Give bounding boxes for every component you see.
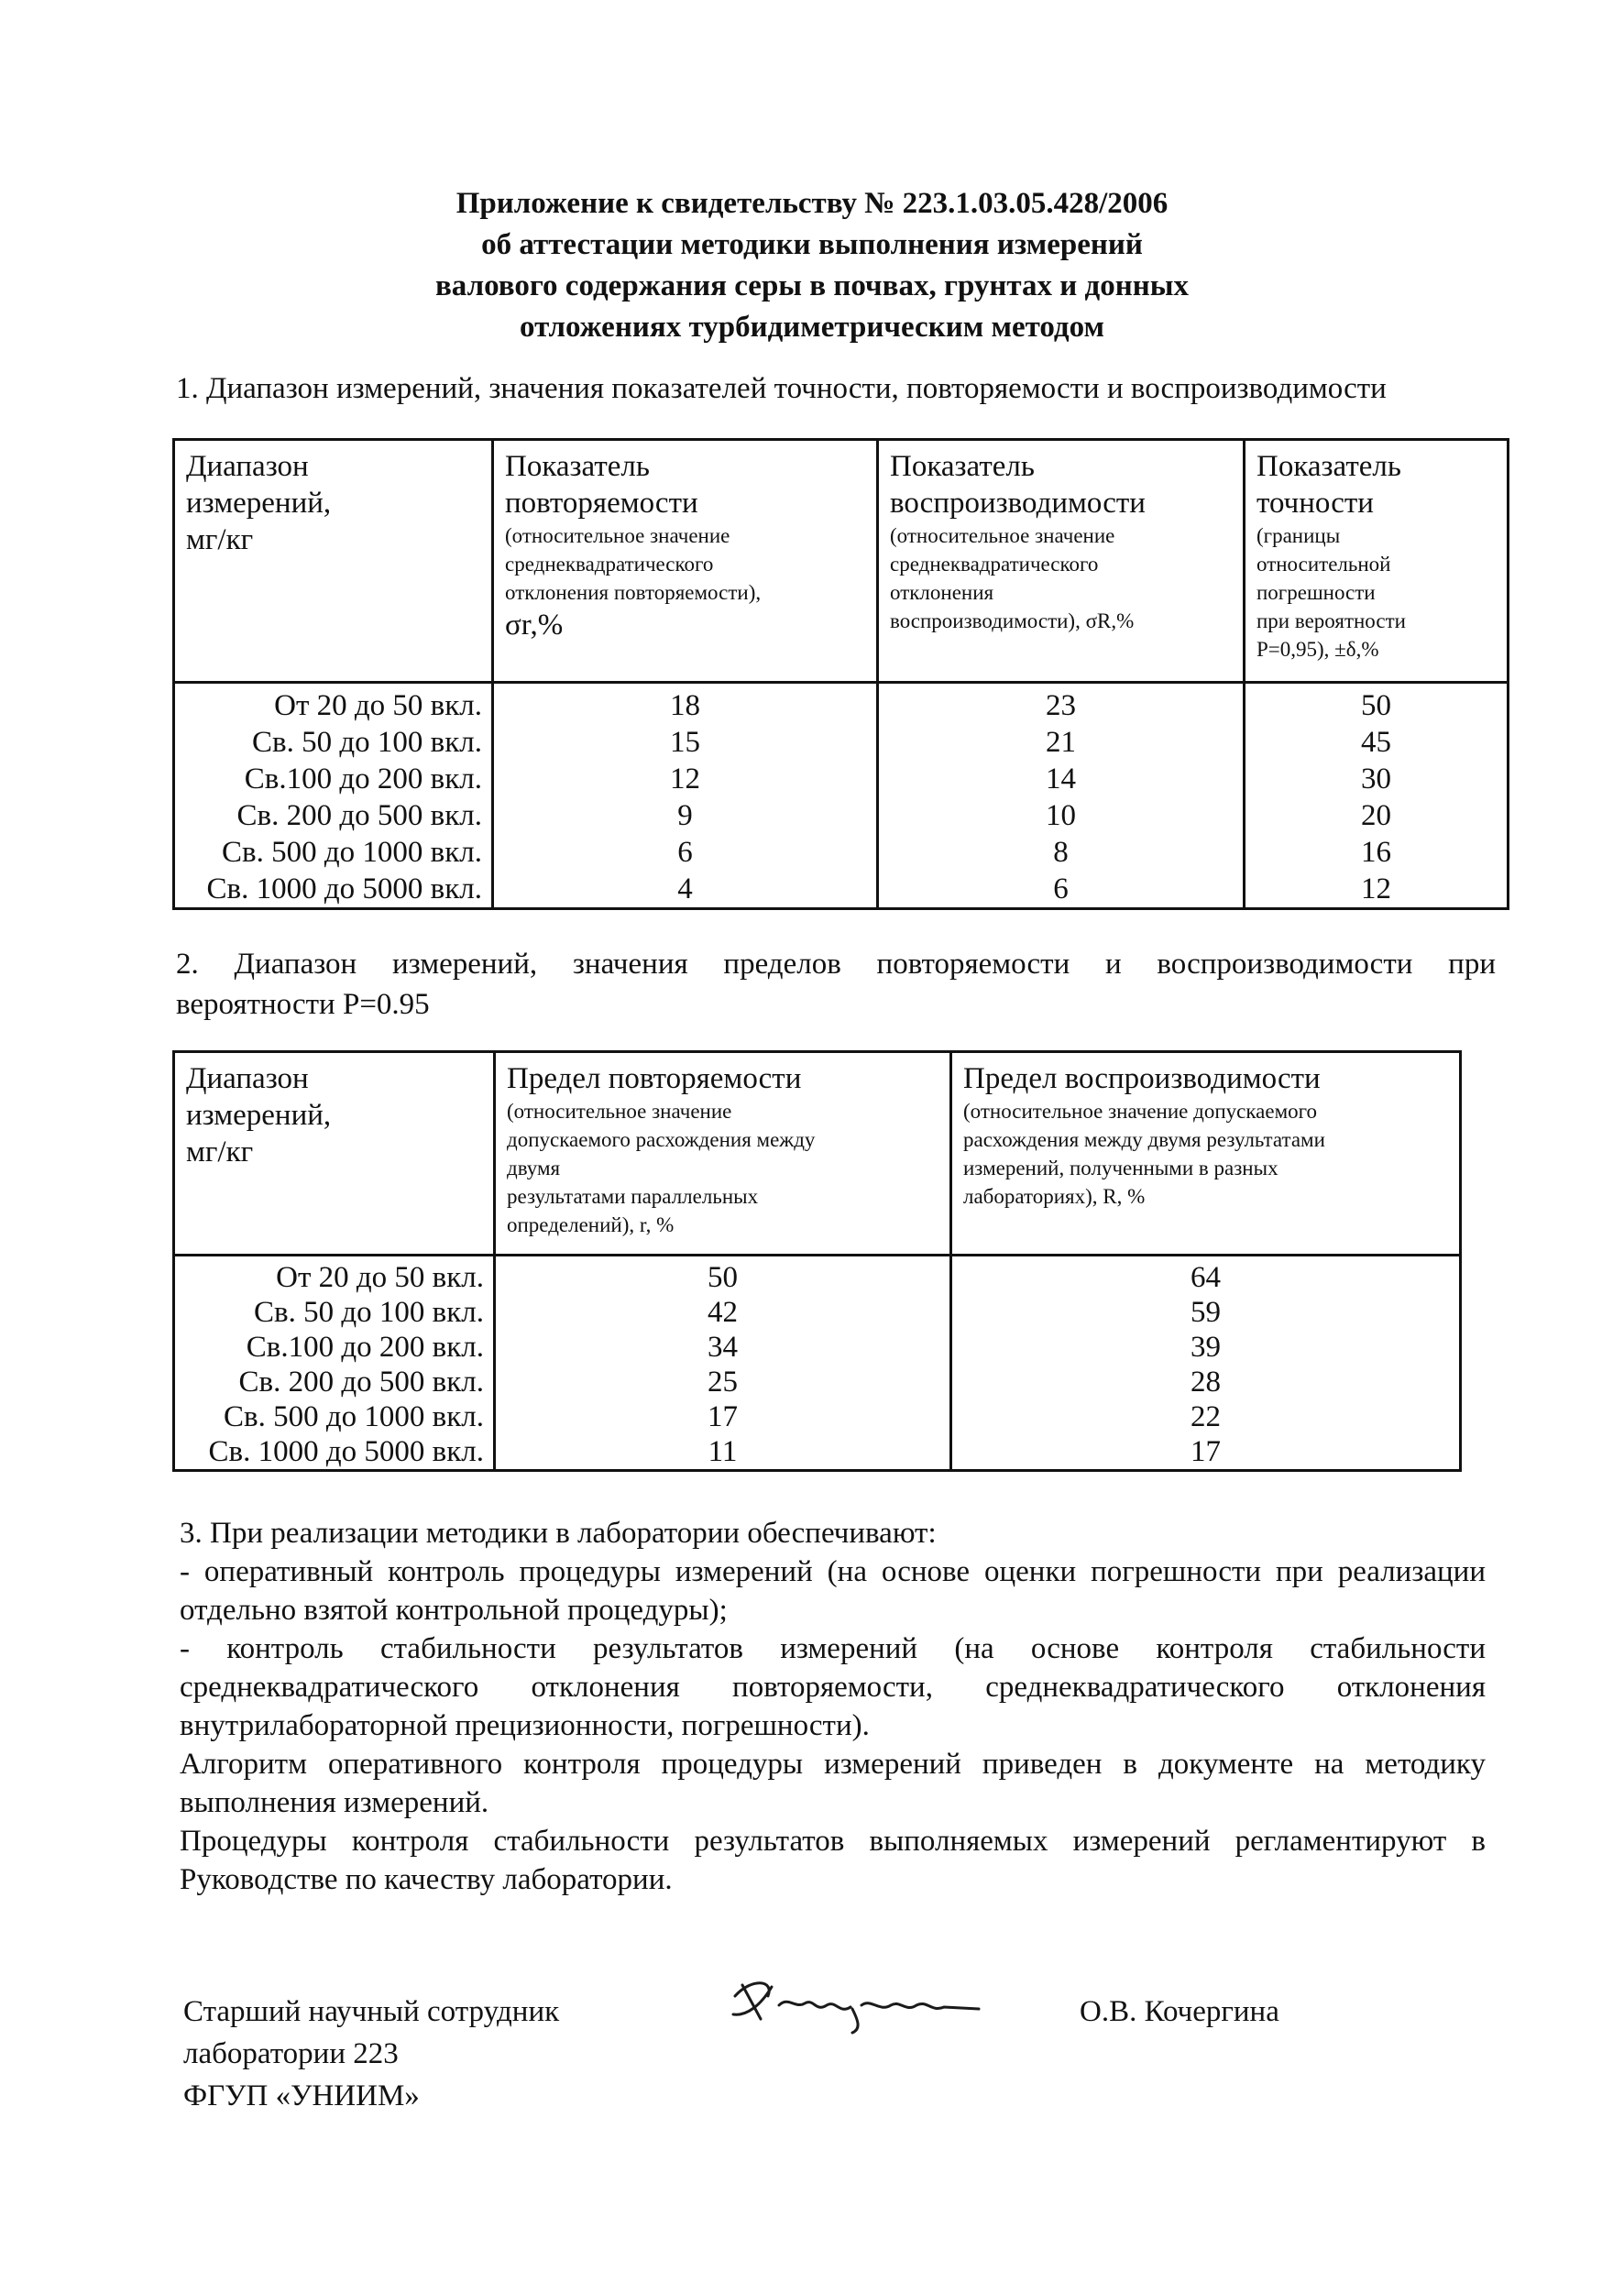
header-subtext: погрешности xyxy=(1256,581,1376,604)
range-cell: От 20 до 50 вкл. xyxy=(276,1261,484,1294)
header-subtext: (относительное значение xyxy=(505,524,730,547)
section3-paragraph: - оперативный контроль процедуры измерений (на основе оценки погрешности при реализации отдельно взятой контрольной процедуры); xyxy=(180,1555,1486,1627)
header-text: Предел повторяемости xyxy=(507,1062,802,1095)
section2-title-line: 2. Диапазон измерений, значения пределов повторяемости и воспроизводимости при xyxy=(176,948,1496,981)
header-subtext: допускаемого расхождения между xyxy=(507,1128,816,1151)
value-cell: 34 xyxy=(708,1331,738,1364)
header-subtext: лабораториях), R, % xyxy=(963,1185,1146,1208)
signatory-position xyxy=(183,1991,559,2117)
header-subtext: воспроизводимости), σR,% xyxy=(890,609,1135,632)
header-text: мг/кг xyxy=(186,523,254,556)
position-line: лаборатории 223 xyxy=(183,2037,399,2070)
header-text: измерений, xyxy=(186,1099,332,1132)
value-cell: 4 xyxy=(677,872,693,905)
value-cell: 25 xyxy=(708,1366,738,1399)
range-cell: Св. 500 до 1000 вкл. xyxy=(222,836,482,869)
value-cell: 42 xyxy=(708,1296,738,1329)
header-text: воспроизводимости xyxy=(890,487,1146,520)
header-subtext: расхождения между двумя результатами xyxy=(963,1128,1325,1151)
range-column xyxy=(174,1256,495,1471)
value-cell: 10 xyxy=(1046,799,1076,832)
precision-indicators-table xyxy=(172,438,1509,910)
reproducibility-limit-column xyxy=(951,1256,1461,1471)
signatory-name: О.В. Кочергина xyxy=(1080,1995,1279,2028)
reproducibility-column xyxy=(878,683,1245,909)
range-cell: От 20 до 50 вкл. xyxy=(274,689,482,722)
header-text: мг/кг xyxy=(186,1136,254,1168)
document-header xyxy=(275,183,1349,348)
value-cell: 12 xyxy=(670,762,700,795)
value-cell: 22 xyxy=(1191,1400,1221,1433)
range-cell: Св. 50 до 100 вкл. xyxy=(254,1296,484,1329)
table-body-row xyxy=(174,1256,1461,1471)
header-subtext: P=0,95), ±δ,% xyxy=(1256,638,1379,661)
header-subtext: (границы xyxy=(1256,524,1341,547)
value-cell: 50 xyxy=(708,1261,738,1294)
header-line: отложениях турбидиметрическим методом xyxy=(520,311,1104,344)
value-cell: 28 xyxy=(1191,1366,1221,1399)
header-line: Приложение к свидетельству № 223.1.03.05.428/2006 xyxy=(455,187,1169,220)
section1-title: 1. Диапазон измерений, значения показателей точности, повторяемости и воспроизводимости xyxy=(176,372,1387,405)
limits-table xyxy=(172,1050,1462,1472)
header-text: Предел воспроизводимости xyxy=(963,1062,1321,1095)
range-cell: Св.100 до 200 вкл. xyxy=(244,762,482,795)
section3-paragraph: 3. При реализации методики в лаборатории обеспечивают: xyxy=(180,1517,937,1550)
header-subtext: (относительное значение xyxy=(507,1100,732,1123)
section2-title-line: вероятности P=0.95 xyxy=(176,988,430,1021)
header-symbol: σr,% xyxy=(505,609,564,642)
header-text: Показатель xyxy=(890,450,1035,483)
section3-body xyxy=(180,1514,1486,1899)
value-cell: 11 xyxy=(708,1435,738,1468)
header-subtext: при вероятности xyxy=(1256,609,1406,632)
header-subtext: отклонения повторяемости), xyxy=(505,581,762,604)
value-cell: 45 xyxy=(1361,726,1391,759)
header-cell-reproducibility-limit xyxy=(951,1052,1461,1256)
value-cell: 9 xyxy=(677,799,693,832)
value-cell: 64 xyxy=(1191,1261,1221,1294)
range-cell: Св.100 до 200 вкл. xyxy=(246,1331,484,1364)
section2-title xyxy=(176,944,1496,1025)
value-cell: 8 xyxy=(1053,836,1069,869)
value-cell: 20 xyxy=(1361,799,1391,832)
repeatability-limit-column xyxy=(495,1256,951,1471)
value-cell: 12 xyxy=(1361,872,1391,905)
value-cell: 18 xyxy=(670,689,700,722)
range-column xyxy=(174,683,493,909)
header-subtext: двумя xyxy=(507,1157,561,1179)
header-cell-range xyxy=(174,1052,495,1256)
header-subtext: (относительное значение допускаемого xyxy=(963,1100,1317,1123)
header-subtext: (относительное значение xyxy=(890,524,1115,547)
header-subtext: относительной xyxy=(1256,553,1391,576)
value-cell: 6 xyxy=(677,836,693,869)
value-cell: 59 xyxy=(1191,1296,1221,1329)
section3-paragraph: - контроль стабильности результатов измерений (на основе контроля стабильности среднеквадратического отклонения повторяемости, среднеквадратического отклонения внутрилабораторной прецизионности, погрешности). xyxy=(180,1632,1486,1742)
header-line: валового содержания серы в почвах, грунтах и донных xyxy=(434,269,1190,302)
header-text: измерений, xyxy=(186,487,332,520)
table-body-row xyxy=(174,683,1509,909)
table-header-row xyxy=(174,1052,1461,1256)
handwritten-signature xyxy=(724,1969,990,2042)
position-line: ФГУП «УНИИМ» xyxy=(183,2079,420,2112)
range-cell: Св. 1000 до 5000 вкл. xyxy=(206,872,482,905)
header-subtext: отклонения xyxy=(890,581,994,604)
value-cell: 16 xyxy=(1361,836,1391,869)
header-subtext: среднеквадратического xyxy=(505,553,714,576)
range-cell: Св. 200 до 500 вкл. xyxy=(236,799,482,832)
range-cell: Св. 1000 до 5000 вкл. xyxy=(208,1435,484,1468)
position-line: Старший научный сотрудник xyxy=(183,1995,560,2028)
value-cell: 39 xyxy=(1191,1331,1221,1364)
header-text: повторяемости xyxy=(505,487,698,520)
header-cell-range xyxy=(174,440,493,683)
section3-paragraph: Алгоритм оперативного контроля процедуры измерений приведен в документе на методику выполнения измерений. xyxy=(180,1748,1486,1819)
table-header-row xyxy=(174,440,1509,683)
section3-paragraph: Процедуры контроля стабильности результатов выполняемых измерений регламентируют в Руководстве по качеству лаборатории. xyxy=(180,1825,1486,1896)
header-cell-accuracy xyxy=(1245,440,1509,683)
header-text: точности xyxy=(1256,487,1374,520)
repeatability-column xyxy=(493,683,878,909)
accuracy-column xyxy=(1245,683,1509,909)
header-line: об аттестации методики выполнения измерений xyxy=(481,228,1143,261)
range-cell: Св. 500 до 1000 вкл. xyxy=(224,1400,484,1433)
value-cell: 50 xyxy=(1361,689,1391,722)
header-text: Показатель xyxy=(1256,450,1401,483)
value-cell: 23 xyxy=(1046,689,1076,722)
header-text: Диапазон xyxy=(186,1062,309,1095)
header-cell-reproducibility xyxy=(878,440,1245,683)
value-cell: 15 xyxy=(670,726,700,759)
value-cell: 17 xyxy=(708,1400,738,1433)
header-subtext: результатами параллельных xyxy=(507,1185,759,1208)
header-text: Диапазон xyxy=(186,450,309,483)
value-cell: 21 xyxy=(1046,726,1076,759)
header-cell-repeatability-limit xyxy=(495,1052,951,1256)
header-subtext: среднеквадратического xyxy=(890,553,1099,576)
header-text: Показатель xyxy=(505,450,650,483)
value-cell: 14 xyxy=(1046,762,1076,795)
value-cell: 6 xyxy=(1053,872,1069,905)
header-subtext: определений), r, % xyxy=(507,1213,675,1236)
header-subtext: измерений, полученными в разных xyxy=(963,1157,1278,1179)
range-cell: Св. 50 до 100 вкл. xyxy=(252,726,482,759)
value-cell: 17 xyxy=(1191,1435,1221,1468)
value-cell: 30 xyxy=(1361,762,1391,795)
header-cell-repeatability xyxy=(493,440,878,683)
range-cell: Св. 200 до 500 вкл. xyxy=(238,1366,484,1399)
